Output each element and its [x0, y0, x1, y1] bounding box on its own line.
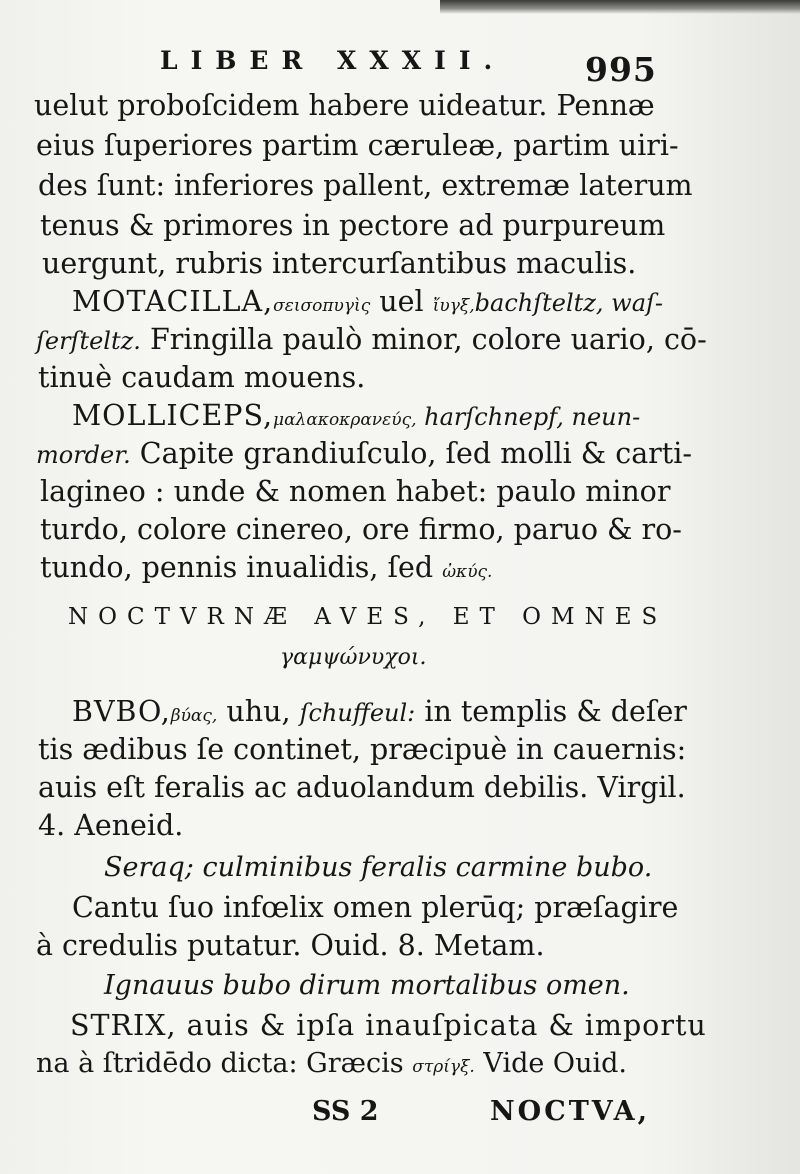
running-head: LIBER XXXII.	[160, 46, 506, 75]
entry-bubo	[72, 694, 687, 734]
text-line	[36, 436, 692, 473]
text-run: Vide Ouid.	[474, 1048, 627, 1079]
text-line: tis ædibus ſe continet, præcipuè in cauernis:	[38, 733, 687, 766]
text-line: Cantu ſuo infœlix omen plerūq; præſagire	[72, 891, 679, 924]
text-run: in templis & deſer	[415, 695, 687, 728]
entry-term: MOLLICEPS,	[72, 399, 274, 432]
entry-strix: STRIX, auis & ipſa inauſpicata & importu	[70, 1009, 707, 1042]
text-run: tundo, pennis inualidis, ſed	[40, 551, 443, 584]
text-line: 4. Aeneid.	[38, 809, 184, 842]
text-run: uhu,	[217, 695, 300, 728]
section-heading-greek: γαμψώνυχοι.	[280, 645, 427, 670]
text-line: uergunt, rubris intercurſantibus maculis.	[42, 247, 637, 280]
greek-term: ἴυγξ,	[432, 296, 475, 316]
text-run: Fringilla paulò minor, colore uario, cō-	[140, 323, 707, 356]
german-term: ſchuffeul:	[299, 699, 416, 727]
verse-quotation: Seraq; culminibus feralis carmine bubo.	[104, 852, 653, 883]
text-line: eius ſuperiores partim cæruleæ, partim uiri-	[36, 129, 679, 162]
text-line: tenus & primores in pectore ad purpureum	[40, 209, 666, 242]
page-number: 995	[585, 50, 657, 89]
entry-term: MOTACILLA,	[72, 285, 274, 318]
text-run: uel	[370, 285, 433, 318]
text-line: des ſunt: inferiores pallent, extremæ laterum	[38, 169, 693, 202]
page-edge-shadow	[440, 0, 800, 14]
text-line: tinuè caudam mouens.	[38, 361, 366, 394]
greek-term: σεισοπυγὶς	[273, 296, 371, 316]
german-term: harſchnepf, neun-	[416, 403, 641, 431]
signature-mark: SS 2	[312, 1096, 379, 1127]
text-run: na à ſtridēdo dicta: Græcis	[36, 1048, 413, 1079]
verse-quotation: Ignauus bubo dirum mortalibus omen.	[104, 970, 630, 1001]
text-line: turdo, colore cinereo, ore firmo, paruo & ro-	[40, 513, 682, 546]
german-term: ſerſteltz.	[36, 327, 141, 355]
entry-term: BVBO,	[72, 695, 171, 728]
text-line	[36, 322, 707, 359]
text-line: à credulis putatur. Ouid. 8. Metam.	[36, 929, 545, 962]
greek-term: στρίγξ.	[412, 1057, 475, 1077]
greek-term: μαλακοκρανεύς,	[273, 410, 417, 430]
german-term: morder.	[36, 441, 131, 469]
entry-motacilla	[72, 284, 663, 324]
text-line	[40, 550, 492, 590]
text-line: lagineo : unde & nomen habet: paulo minor	[40, 475, 671, 508]
greek-term: ὠκύς.	[442, 562, 493, 582]
text-run: Capite grandiuſculo, ſed molli & carti-	[130, 437, 693, 470]
catchword: NOCTVA,	[490, 1096, 650, 1127]
text-line	[36, 1046, 627, 1085]
text-line: uelut proboſcidem habere uideatur. Pennæ	[34, 89, 655, 122]
german-term: bachſteltz, waſ-	[474, 289, 664, 317]
entry-molliceps	[72, 398, 640, 438]
text-line: auis eſt feralis ac aduolandum debilis. Virgil.	[38, 771, 686, 804]
greek-term: βύας,	[170, 706, 218, 726]
section-heading: NOCTVRNÆ AVES, ET OMNES	[68, 604, 668, 630]
